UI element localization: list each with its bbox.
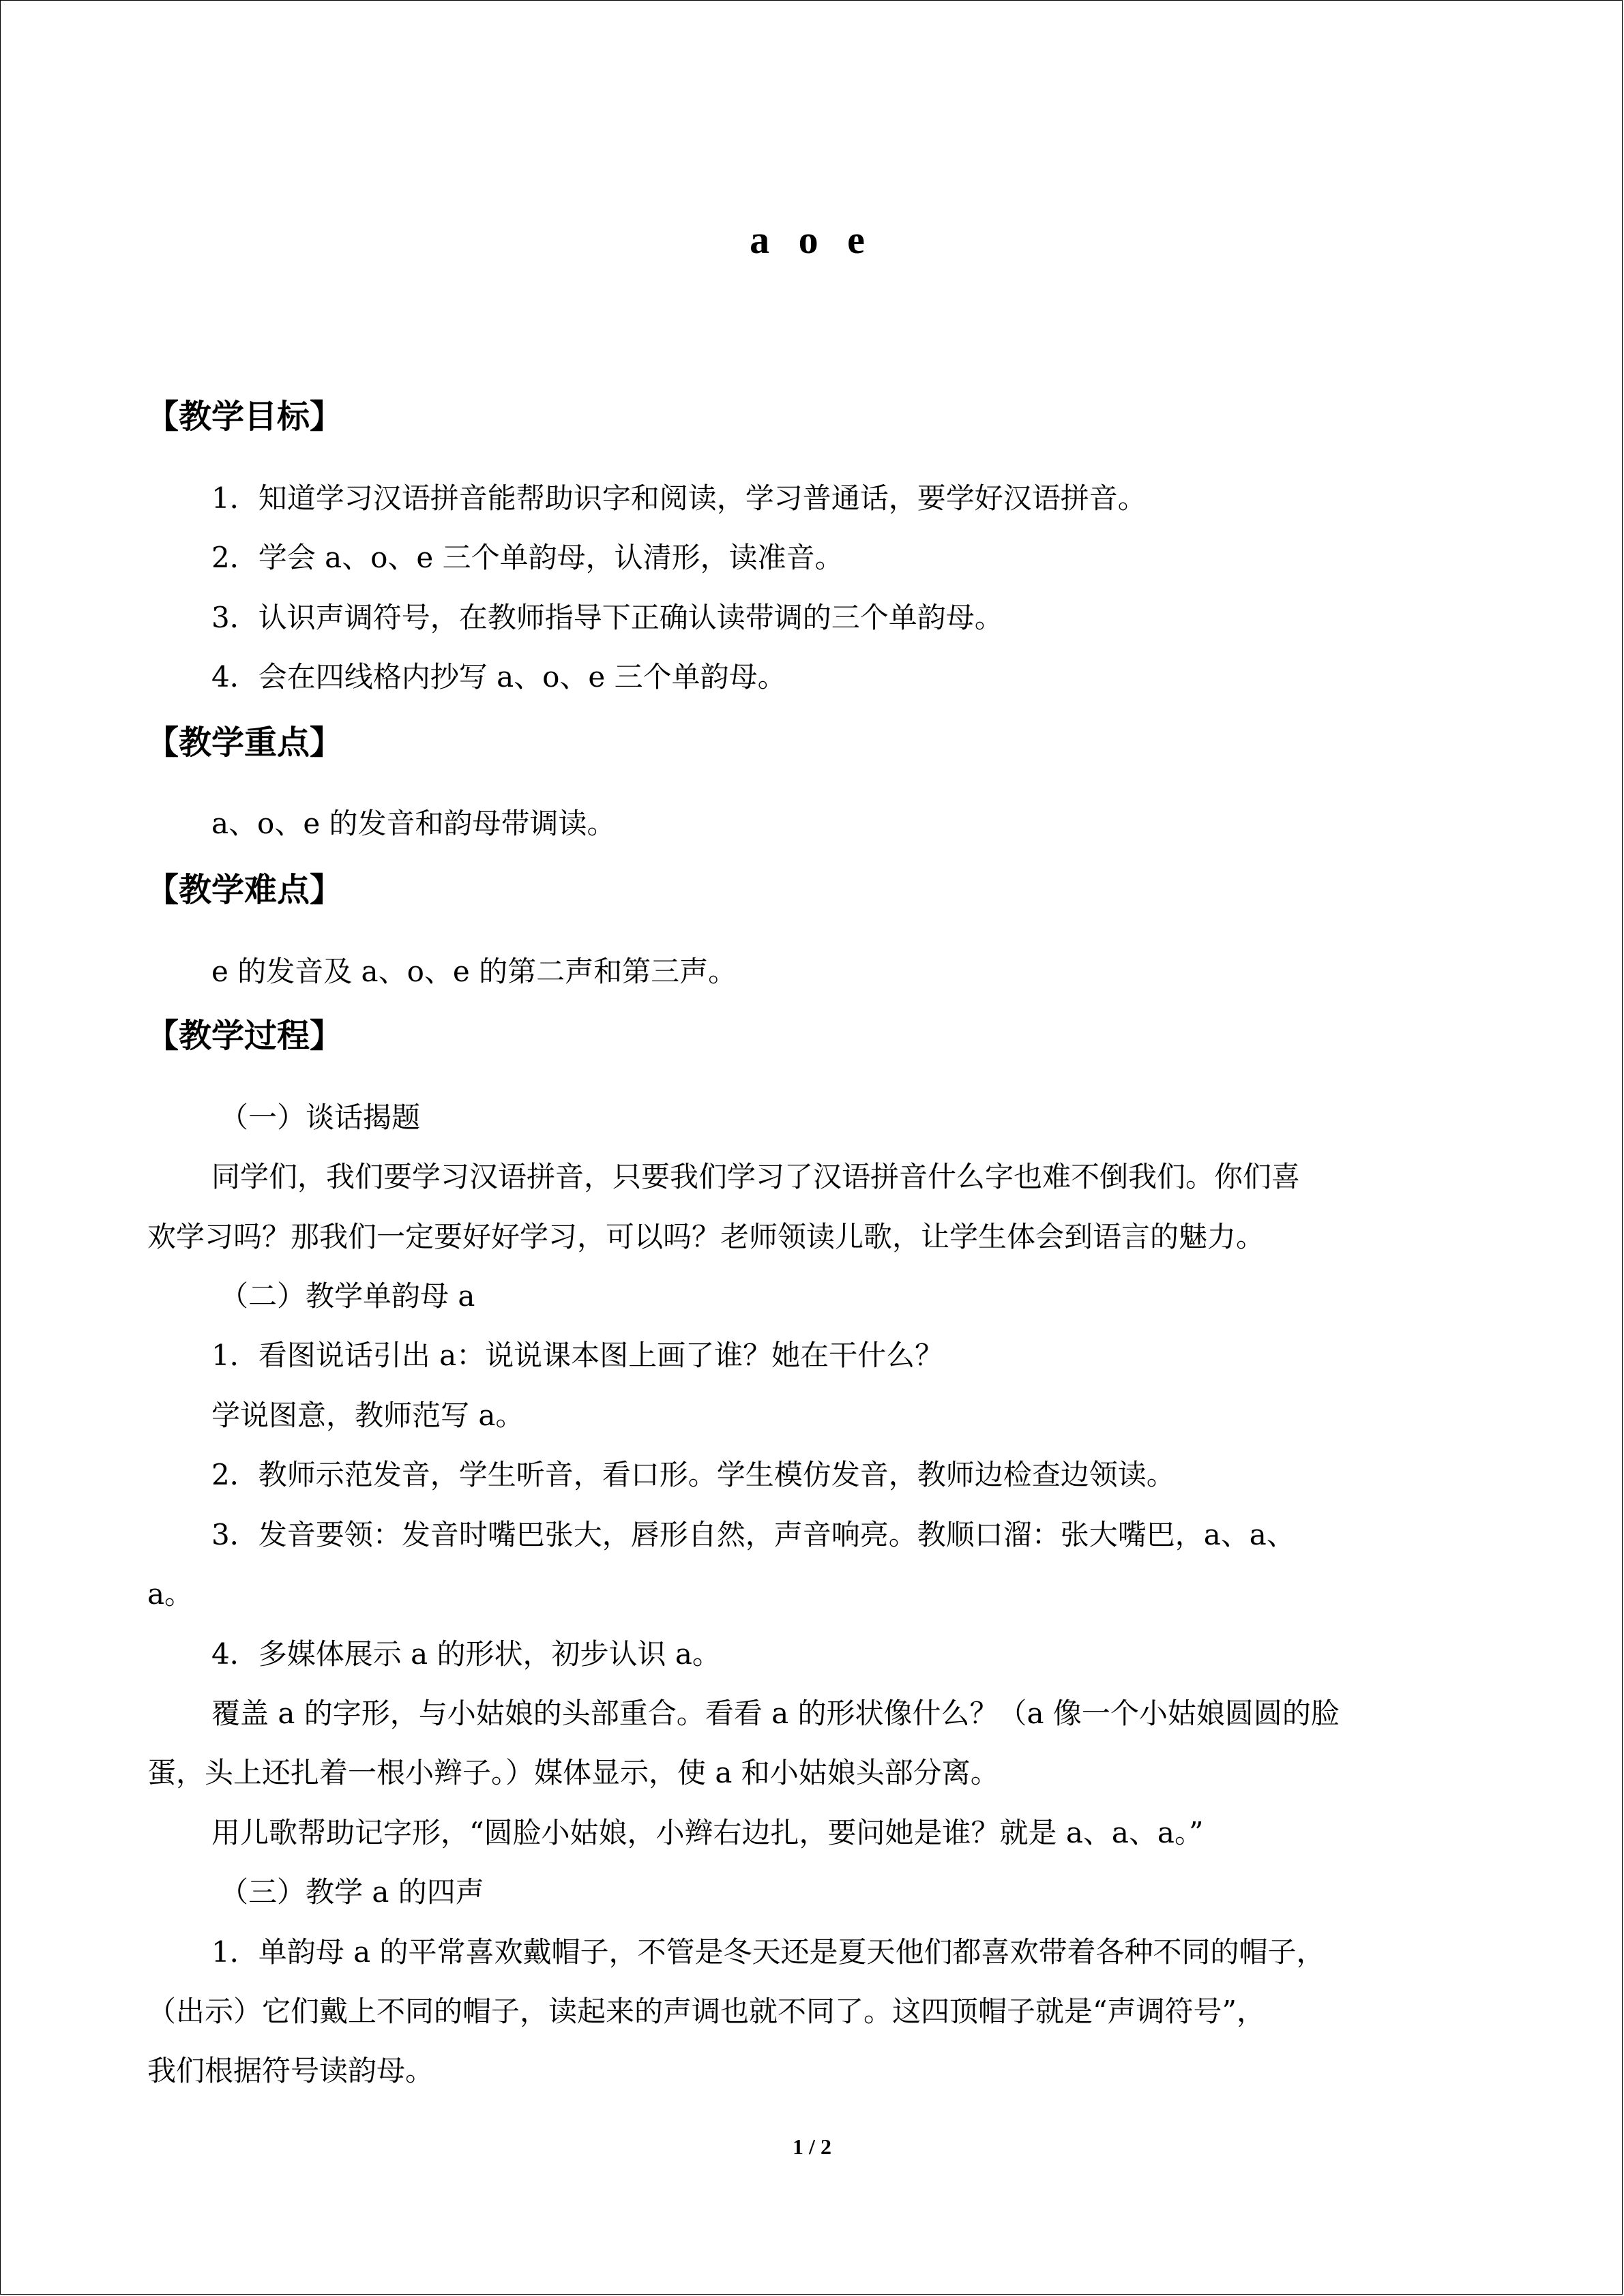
- process-line-10: 4．多媒体展示 a 的形状，初步认识 a。: [211, 1637, 721, 1671]
- process-line-4: （二）教学单韵母 a: [220, 1279, 475, 1313]
- process-line-9: a。: [147, 1577, 194, 1611]
- goal-item-2: 2．学会 a、o、e 三个单韵母，认清形，读准音。: [211, 541, 844, 574]
- process-line-17: 我们根据符号读韵母。: [147, 2054, 434, 2087]
- process-line-3: 欢学习吗？那我们一定要好好学习，可以吗？老师领读儿歌，让学生体会到语言的魅力。: [147, 1220, 1265, 1253]
- process-line-14: （三）教学 a 的四声: [220, 1875, 484, 1909]
- process-line-8: 3．发音要领：发音时嘴巴张大，唇形自然，声音响亮。教顺口溜：张大嘴巴，a、a、: [211, 1518, 1295, 1551]
- goal-item-1: 1．知道学习汉语拼音能帮助识字和阅读，学习普通话，要学好汉语拼音。: [211, 481, 1147, 515]
- difficulty-text: e 的发音及 a、o、e 的第二声和第三声。: [211, 955, 737, 988]
- process-line-16: （出示）它们戴上不同的帽子，读起来的声调也就不同了。这四顶帽子就是“声调符号”，: [147, 1995, 1265, 2028]
- process-line-5: 1．看图说话引出 a：说说课本图上画了谁？她在干什么？: [211, 1339, 944, 1372]
- process-line-11: 覆盖 a 的字形，与小姑娘的头部重合。看看 a 的形状像什么？（a 像一个小姑娘圆圆的脸: [211, 1697, 1340, 1730]
- heading-goals: 【教学目标】: [146, 398, 343, 436]
- heading-key-points: 【教学重点】: [146, 724, 343, 762]
- goal-item-3: 3．认识声调符号，在教师指导下正确认读带调的三个单韵母。: [211, 601, 1003, 634]
- page-number: 1 / 2: [793, 2134, 831, 2159]
- process-line-2: 同学们，我们要学习汉语拼音，只要我们学习了汉语拼音什么字也难不倒我们。你们喜: [211, 1160, 1301, 1193]
- heading-difficulty: 【教学难点】: [146, 871, 343, 909]
- goal-item-4: 4．会在四线格内抄写 a、o、e 三个单韵母。: [211, 660, 786, 694]
- key-points-text: a、o、e 的发音和韵母带调读。: [211, 807, 616, 840]
- process-line-12: 蛋，头上还扎着一根小辫子。）媒体显示，使 a 和小姑娘头部分离。: [147, 1756, 999, 1789]
- document-title: a o e: [750, 218, 874, 262]
- process-line-6: 学说图意，教师范写 a。: [211, 1399, 525, 1432]
- process-line-15: 1．单韵母 a 的平常喜欢戴帽子，不管是冬天还是夏天他们都喜欢带着各种不同的帽子，: [211, 1935, 1325, 1969]
- process-line-7: 2．教师示范发音，学生听音，看口形。学生模仿发音，教师边检查边领读。: [211, 1458, 1175, 1491]
- process-line-13: 用儿歌帮助记字形，“圆脸小姑娘，小辫右边扎，要问她是谁？就是 a、a、a。”: [211, 1816, 1204, 1849]
- heading-process: 【教学过程】: [146, 1017, 343, 1055]
- process-line-1: （一）谈话揭题: [220, 1101, 421, 1134]
